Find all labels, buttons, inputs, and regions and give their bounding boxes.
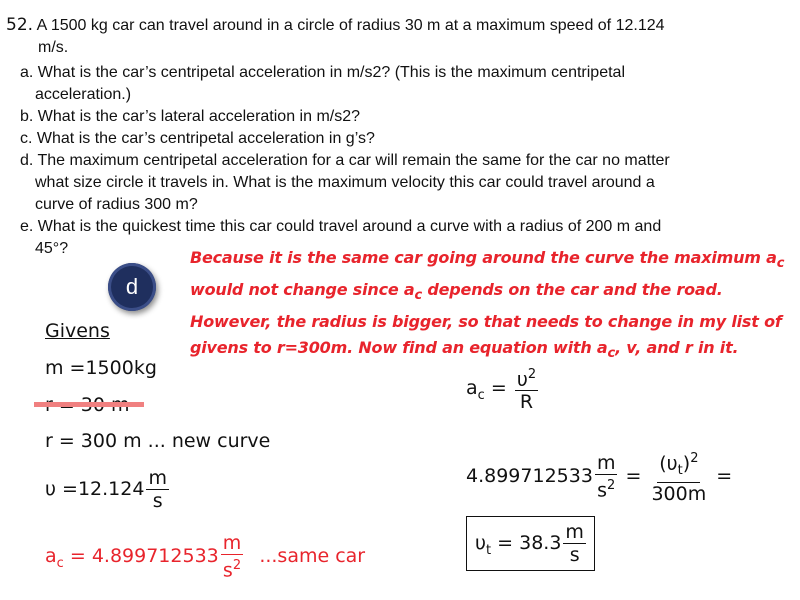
centripetal-formula: $a_c$ = $\frac{\upsilon^2}{R}$ xyxy=(466,364,540,413)
problem-number: 52. xyxy=(6,15,34,35)
question-label: b. xyxy=(20,108,34,125)
given-acceleration: $a_c = 4.899712533$ $\frac{m}{s^2}$ ...same car xyxy=(45,532,366,582)
question-c xyxy=(20,128,762,150)
question-label: a. xyxy=(20,64,34,81)
question-d xyxy=(20,150,762,216)
question-text-cont: acceleration.) xyxy=(35,86,132,103)
given-mass: m =1500kg xyxy=(45,357,157,379)
givens-heading: Givens xyxy=(45,320,110,342)
question-text: What is the car’s centripetal acceleration in m/s2? (This is the maximum centripetal xyxy=(37,64,625,81)
part-d-badge xyxy=(108,263,156,311)
question-text: What is the car’s lateral acceleration in m/s2? xyxy=(37,108,361,125)
accel-note: ...same car xyxy=(259,545,366,568)
strikethrough-mark xyxy=(34,402,144,407)
question-label: d. xyxy=(20,152,34,169)
question-text-cont: 45°? xyxy=(35,240,69,257)
question-b xyxy=(20,106,762,128)
annotation-line: However, the radius is bigger, so that needs to change in my list of xyxy=(190,312,782,332)
problem-text: A 1500 kg car can travel around in a circle of radius 30 m at a maximum speed of 12.124 xyxy=(36,17,665,34)
annotation-line: Because it is the same car going around the curve the maximum $a_c$ xyxy=(190,248,785,272)
question-label: c. xyxy=(20,130,33,147)
substituted-equation: 4.899712533 $\frac{m}{s^2}$ = $\frac{(\upsilon_t)^2}{300m}$ = xyxy=(466,448,732,505)
question-text: What is the car’s centripetal acceleration in g’s? xyxy=(36,130,375,147)
annotation-note xyxy=(190,245,790,368)
question-text-cont: curve of radius 300 m? xyxy=(35,196,198,213)
question-list xyxy=(20,62,762,260)
annotation-line: would not change since $a_c$ depends on the car and the road. xyxy=(190,280,723,304)
problem-text-cont: m/s. xyxy=(38,39,69,56)
problem-statement xyxy=(6,14,766,59)
annotation-line: givens to r=300m. Now find an equation with $a_c$, v, and r in it. xyxy=(190,338,739,362)
question-text: What is the quickest time this car could travel around a curve with a radius of 200 m and xyxy=(37,218,662,235)
given-new-radius: r = 300 m ... new curve xyxy=(45,430,271,452)
question-a xyxy=(20,62,762,106)
badge-label: d xyxy=(125,274,139,299)
question-text: The maximum centripetal acceleration for a car will remain the same for the car no matter xyxy=(37,152,670,169)
question-text-cont: what size circle it travels in. What is the maximum velocity this car could travel around a xyxy=(35,174,655,191)
question-label: e. xyxy=(20,218,34,235)
given-velocity: υ =12.124 $\frac{m}{s}$ xyxy=(45,467,167,512)
answer-box: $\upsilon_t = 38.3$ $\frac{m}{s}$ xyxy=(466,516,595,571)
